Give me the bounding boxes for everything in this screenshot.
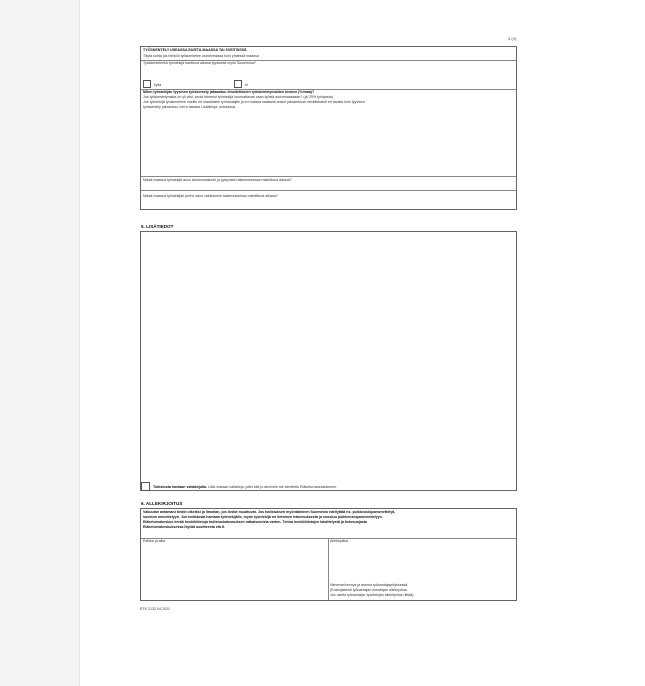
option-yes-label: kyllä: [154, 83, 162, 87]
additional-info-input[interactable]: [141, 232, 517, 480]
page-number: 3 (4): [508, 36, 517, 41]
signature-box: [140, 508, 517, 601]
section-5-title: 5. LISÄTIEDOT: [141, 224, 174, 229]
proxy-text: [153, 485, 337, 489]
signature-field[interactable]: [329, 538, 517, 601]
place-date-label: Paikka ja aika: [143, 539, 166, 543]
divider: [141, 190, 516, 191]
divider: [141, 176, 516, 177]
work-split-line-1: Jos työskentelymaita on yli viisi, arvioi tekeekö työntekijä huomattavan osan työstä asuinmaassaan? (yli 25% työajasta).: [143, 95, 334, 99]
residence-question: Missä maassa työntekijä asuu tavanomaisesti ja pysyvästi hakemuksessa mainittuna aikana?: [143, 178, 292, 182]
family-question: Missä maassa työntekijän perhe asuu vakituisesti hakemuksessa mainittuna aikana?: [143, 194, 278, 198]
proxy-checkbox[interactable]: [141, 482, 150, 491]
form-page: [79, 0, 645, 686]
work-split-heading: Miten työntekijän fyysinen työskentely jakaantuu ilmoitettavien työskentelymaiden kesken (%/maa)?: [143, 90, 315, 94]
proxy-note: Liitä mukaan valtakirja, jollei sitä jo aiemmin ole toimitettu Eläketurvakeskukseen.: [208, 485, 338, 489]
signature-label: Allekirjoitus: [330, 539, 349, 543]
multi-country-section: [140, 46, 517, 210]
checkbox-yes[interactable]: [143, 80, 151, 88]
name-note-1: Nimenselvennys ja asema työnantajayrityksessä.: [330, 583, 409, 587]
checkbox-no[interactable]: [234, 80, 242, 88]
section-6-title: 6. ALLEKIRJOITUS: [141, 501, 183, 506]
additional-info-box: [140, 231, 517, 491]
place-date-field[interactable]: [141, 538, 328, 601]
form-code-footer: ETK 2132 04.2021: [140, 607, 170, 611]
declaration-line-4: Eläketurvakeskuksessa löydät osoitteesta etk.fi.: [143, 525, 226, 529]
declaration-line-3: Eläketurvakeskus kerää henkilötietoja todistushakemuksen ratkaisemista varten. Tietoa henkilötietojen käsittelystä ja tietosuojasta: [143, 520, 368, 524]
declaration-line-2: suostun menettelyyn. Jos todistusta haetaan työntekijälle, myös työntekijä on tietoinen hakemuksesta ja suostuu poikkeuslupamenettelyyn.: [143, 515, 383, 519]
multi-country-subtitle: Täytä kohta jos henkilö työskentelee useammassa kuin yhdessä maassa: [143, 54, 259, 58]
name-note-2: (Ensisijaisesti työnantajan edustajan allekirjoitus.: [330, 588, 408, 592]
name-note-3: Jos useita työnantajia, työntekijän allekirjoitus riittää).: [330, 593, 415, 597]
work-split-input[interactable]: [141, 110, 517, 176]
multi-country-title: TYÖSKENTELY USEASSA EU/ETA-MAASSA TAI SVEITSISSÄ: [143, 48, 247, 52]
option-no-label: ei: [245, 83, 248, 87]
declaration-line-1: Vakuutan antamani tiedot oikeiksi ja ilmoitan, jos tiedot muuttuvat. Jos todistuksen myöntäminen Suomesta edellyttää ns. poikkeuslupamenettelyä,: [143, 510, 396, 514]
proxy-label: Todistusta haetaan valtakirjalla.: [153, 485, 208, 489]
works-in-finland-question: Työskenteleekö työntekijä haettuna aikana fyysisesti myös Suomessa?: [143, 61, 256, 65]
work-split-line-3: työskentely jakaantuu, kerro asiasta Lisätietoja -kohdassa.: [143, 105, 236, 109]
work-split-line-2: Jos työntekijä työskentelee useille eri maalaisille työnantajille ja eri maissa saatavat ansiot jakaantuvat merkittävästi eri tavalla kuin fyysinen: [143, 100, 365, 104]
